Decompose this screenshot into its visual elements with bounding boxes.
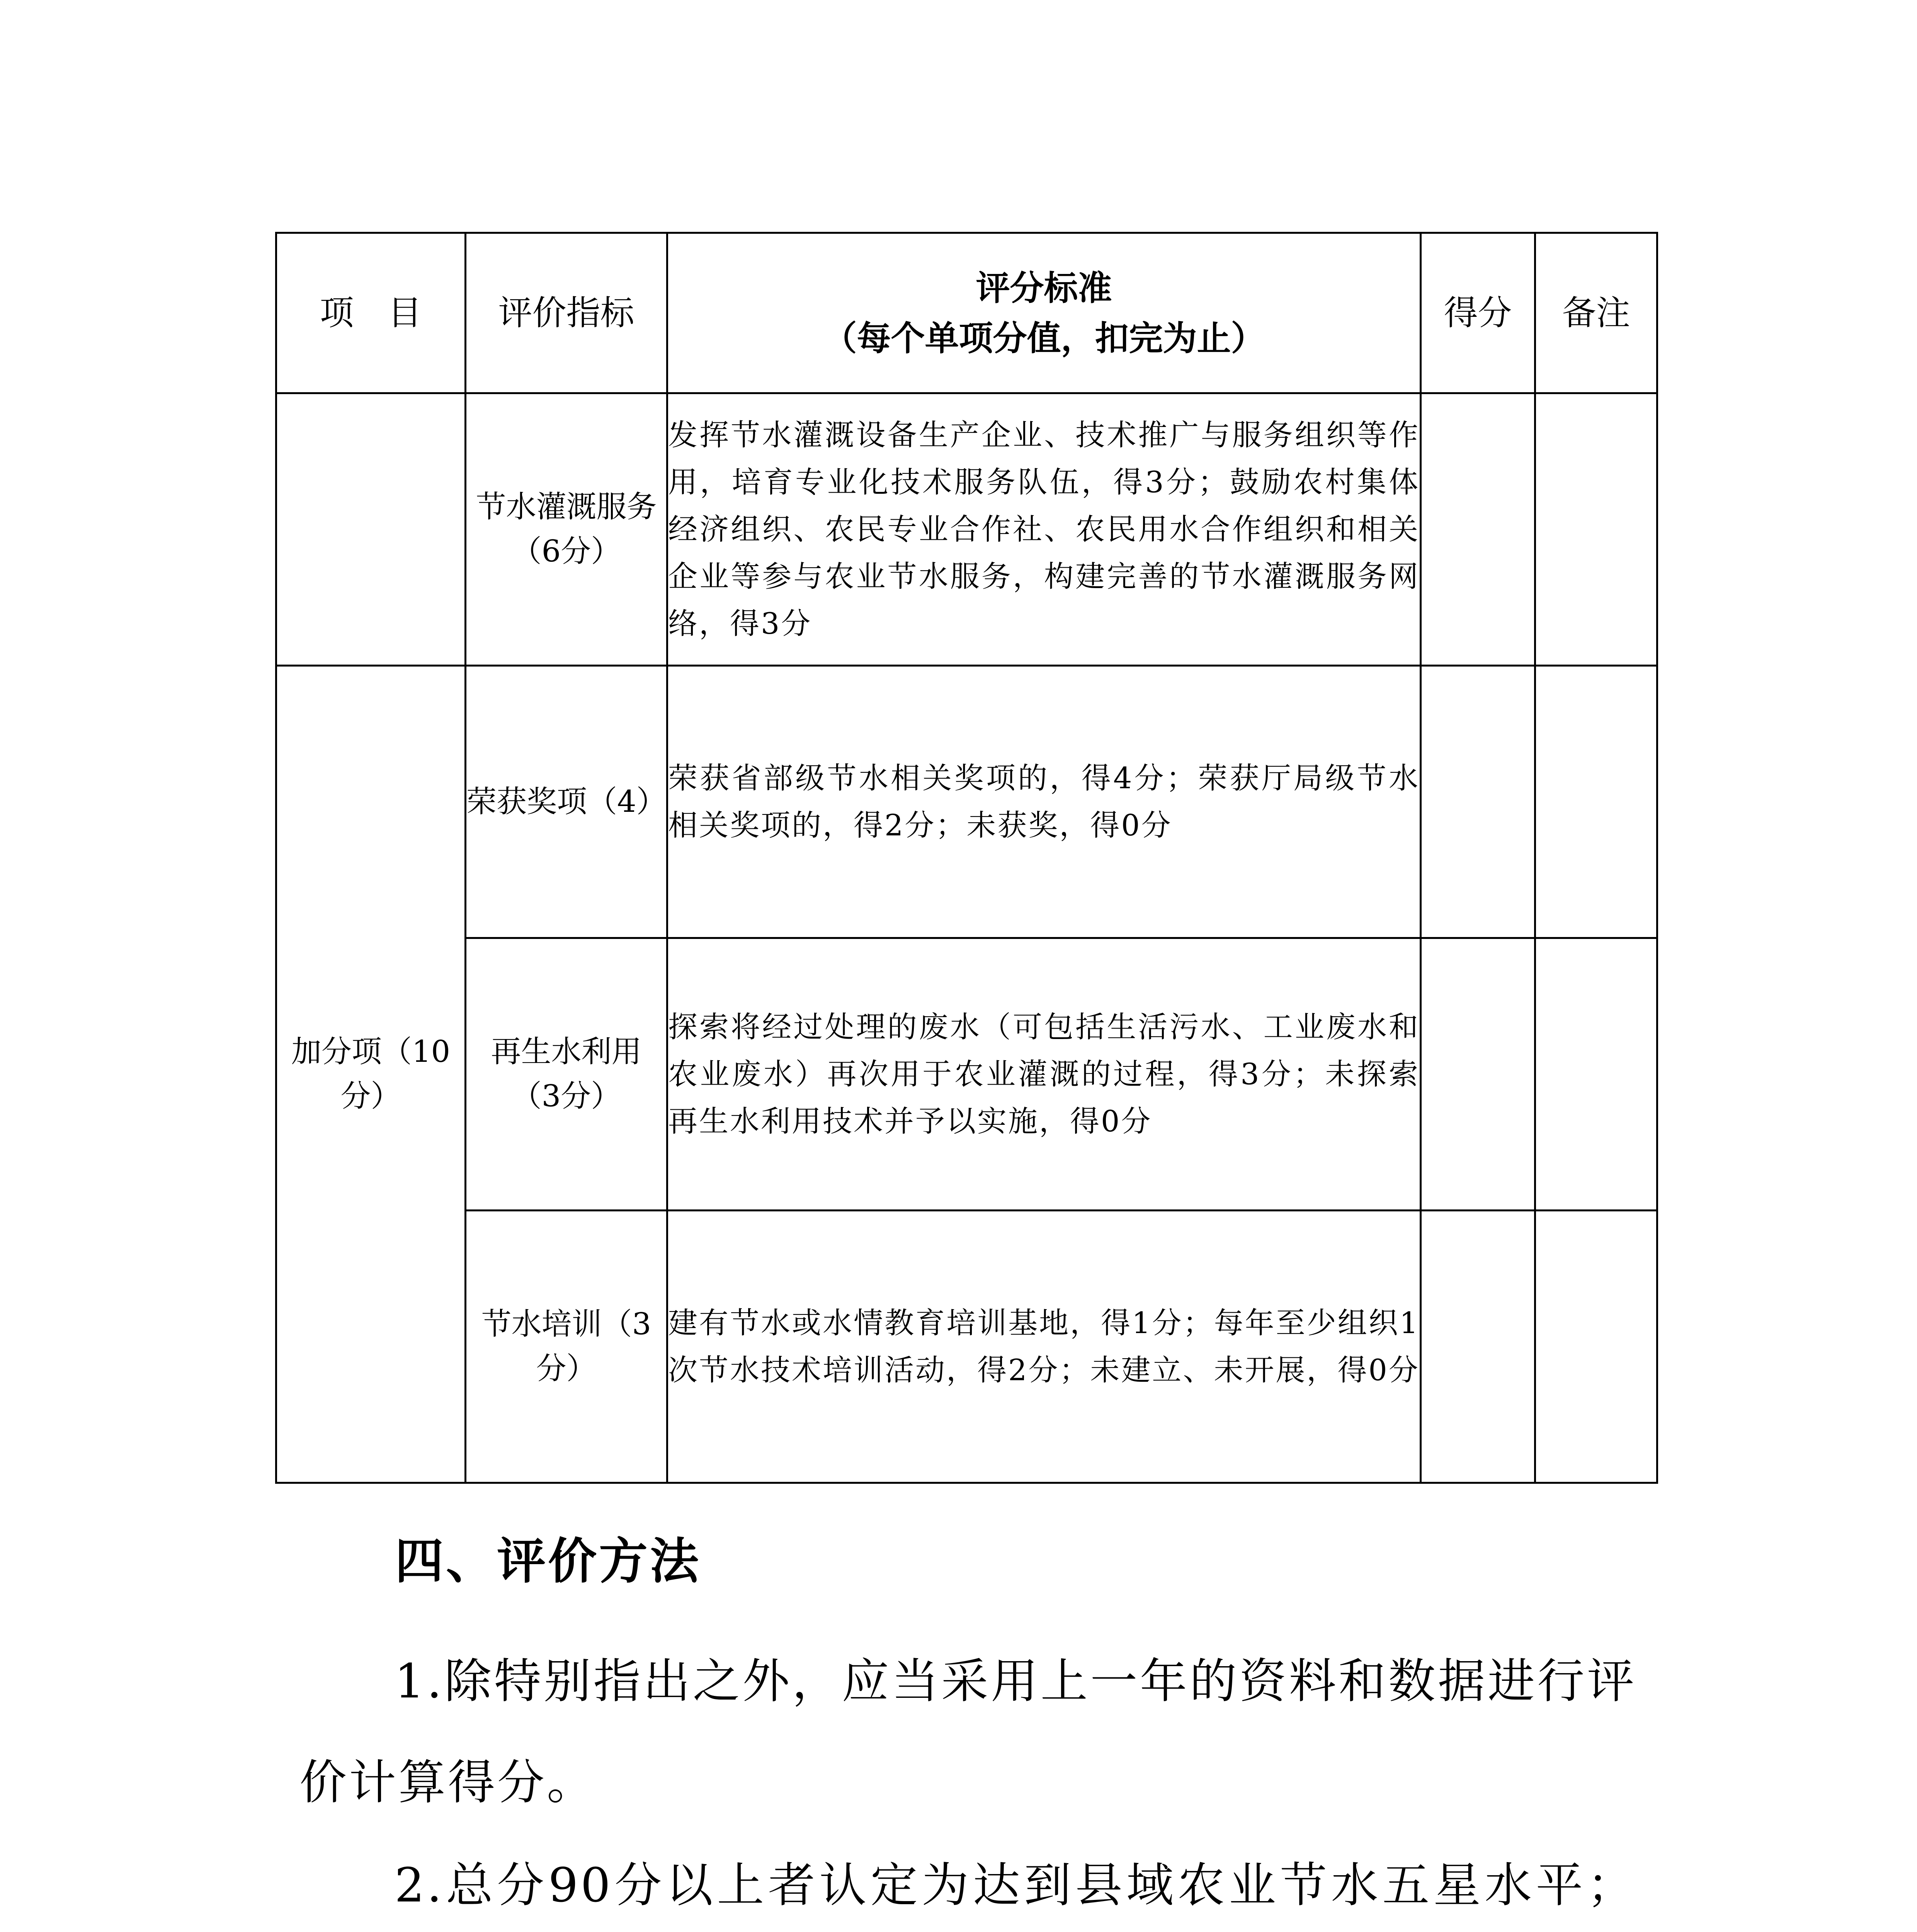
criteria-cell: 荣获省部级节水相关奖项的，得4分；荣获厅局级节水相关奖项的，得2分；未获奖，得0分 — [667, 666, 1421, 938]
indicator-cell: 节水灌溉服务（6分） — [466, 393, 667, 666]
remark-cell — [1535, 938, 1657, 1211]
indicator-cell: 再生水利用（3分） — [466, 938, 667, 1211]
header-score: 得分 — [1421, 233, 1535, 393]
score-cell — [1421, 938, 1535, 1211]
table-row — [276, 1211, 1657, 1483]
remark-cell — [1535, 393, 1657, 666]
item-cell-empty — [276, 393, 466, 666]
paragraph-1: 1.除特别指出之外，应当采用上一年的资料和数据进行评价计算得分。 — [299, 1654, 1636, 1810]
criteria-cell: 建有节水或水情教育培训基地，得1分；每年至少组织1次节水技术培训活动，得2分；未建立、未开展，得0分 — [667, 1211, 1421, 1483]
header-criteria-line1: 评分标准 — [976, 268, 1112, 308]
criteria-cell: 发挥节水灌溉设备生产企业、技术推广与服务组织等作用，培育专业化技术服务队伍，得3分；鼓励农村集体经济组织、农民专业合作社、农民用水合作组织和相关企业等参与农业节水服务，构建完善的节水灌溉服务网络，得3分 — [667, 393, 1421, 666]
score-cell — [1421, 393, 1535, 666]
table-row — [276, 666, 1657, 938]
table-header-row — [276, 233, 1657, 393]
table-row — [276, 938, 1657, 1211]
remark-cell — [1535, 1211, 1657, 1483]
indicator-cell: 节水培训（3分） — [466, 1211, 667, 1483]
header-remark: 备注 — [1535, 233, 1657, 393]
header-criteria-line2: （每个单项分值，扣完为止） — [823, 318, 1265, 358]
bonus-group-label: 加分项（10分） — [276, 666, 466, 1483]
section-title: 四、评价方法 — [395, 1532, 701, 1590]
score-cell — [1421, 666, 1535, 938]
scoring-table — [275, 232, 1658, 1484]
paragraph-2: 2.总分90分以上者认定为达到县域农业节水五星水平； — [395, 1858, 1636, 1913]
table-row — [276, 393, 1657, 666]
indicator-cell: 荣获奖项（4） — [466, 666, 667, 938]
remark-cell — [1535, 666, 1657, 938]
criteria-cell: 探索将经过处理的废水（可包括生活污水、工业废水和农业废水）再次用于农业灌溉的过程，得3分；未探索再生水利用技术并予以实施，得0分 — [667, 938, 1421, 1211]
header-indicator: 评价指标 — [466, 233, 667, 393]
header-criteria — [667, 233, 1421, 393]
score-cell — [1421, 1211, 1535, 1483]
header-item: 项 目 — [276, 233, 466, 393]
